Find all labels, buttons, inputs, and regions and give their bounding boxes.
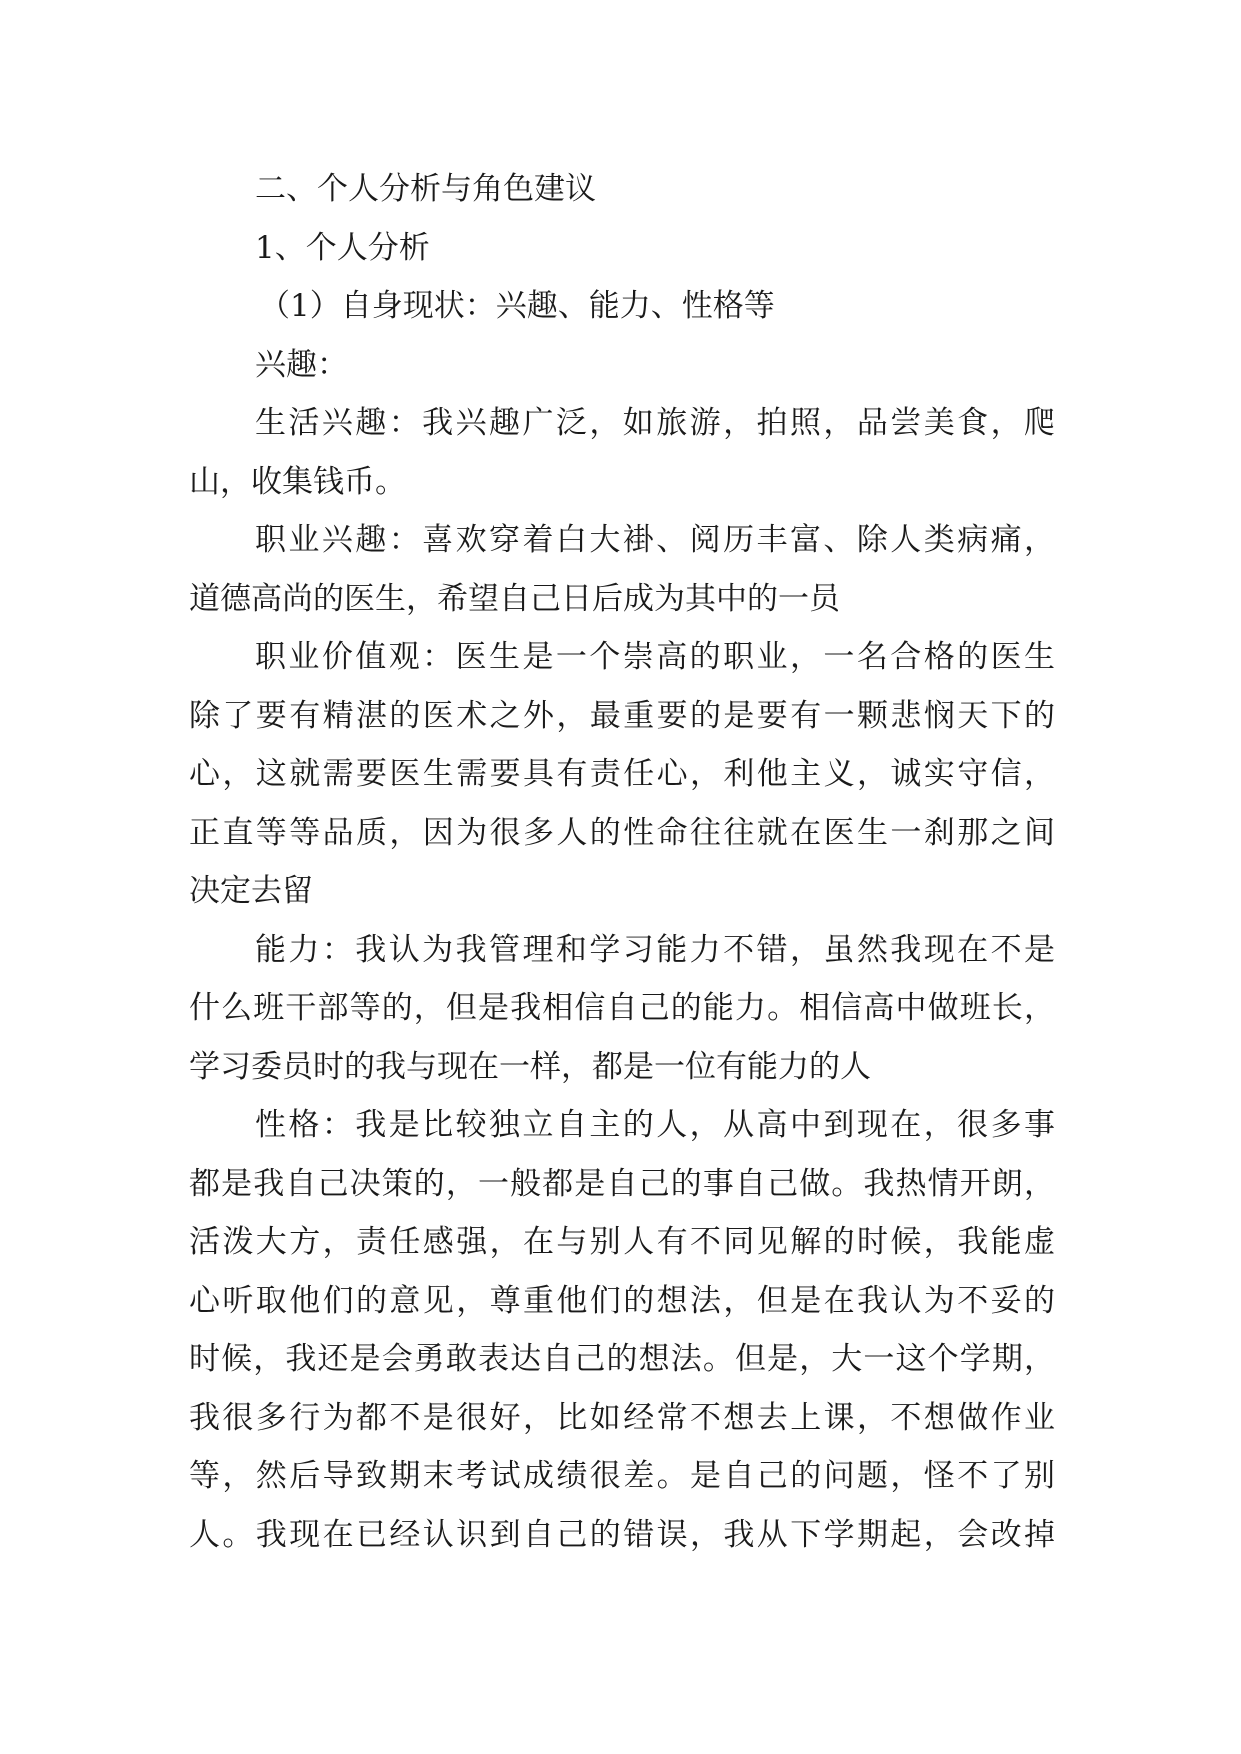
- paragraph-line: 职业兴趣：喜欢穿着白大褂、阅历丰富、除人类病痛，: [255, 522, 1055, 558]
- paragraph-line: 都是我自己决策的，一般都是自己的事自己做。我热情开朗，: [189, 1165, 1055, 1202]
- paragraph-line: 职业价值观：医生是一个崇高的职业，一名合格的医生: [255, 639, 1055, 675]
- section-heading: 二、个人分析与角色建议: [255, 171, 596, 207]
- paragraph-line: 等，然后导致期末考试成绩很差。是自己的问题，怪不了别: [189, 1458, 1055, 1494]
- subsubsection-heading: （1）自身现状：兴趣、能力、性格等: [259, 288, 775, 324]
- paragraph-line: 能力：我认为我管理和学习能力不错，虽然我现在不是: [255, 931, 1055, 968]
- paragraph-line: 时候，我还是会勇敢表达自己的想法。但是，大一这个学期，: [189, 1341, 1055, 1377]
- paragraph-line: 心听取他们的意见，尊重他们的想法，但是在我认为不妥的: [189, 1282, 1055, 1319]
- paragraph-line: 活泼大方，责任感强，在与别人有不同见解的时候，我能虚: [189, 1224, 1055, 1260]
- paragraph-line: 正直等等品质，因为很多人的性命往往就在医生一刹那之间: [189, 814, 1055, 851]
- document-body: [189, 160, 1055, 1564]
- paragraph-line: 道德高尚的医生，希望自己日后成为其中的一员: [189, 580, 840, 617]
- paragraph-line: 兴趣：: [255, 346, 348, 383]
- paragraph-line: 心，这就需要医生需要具有责任心，利他主义，诚实守信，: [189, 756, 1055, 792]
- paragraph-line: 人。我现在已经认识到自己的错误，我从下学期起，会改掉: [189, 1516, 1055, 1553]
- paragraph-line: 山，收集钱币。: [189, 463, 406, 500]
- paragraph-line: 学习委员时的我与现在一样，都是一位有能力的人: [189, 1048, 871, 1085]
- paragraph-line: 决定去留: [189, 873, 313, 909]
- paragraph-line: 生活兴趣：我兴趣广泛，如旅游，拍照，品尝美食，爬: [255, 405, 1055, 441]
- paragraph-line: 除了要有精湛的医术之外，最重要的是要有一颗悲悯天下的: [189, 697, 1055, 734]
- paragraph-line: 什么班干部等的，但是我相信自己的能力。相信高中做班长，: [189, 990, 1055, 1026]
- paragraph-line: 我很多行为都不是很好，比如经常不想去上课，不想做作业: [189, 1399, 1055, 1436]
- paragraph-line: 性格：我是比较独立自主的人，从高中到现在，很多事: [255, 1107, 1055, 1143]
- subsection-heading: 1、个人分析: [255, 229, 430, 266]
